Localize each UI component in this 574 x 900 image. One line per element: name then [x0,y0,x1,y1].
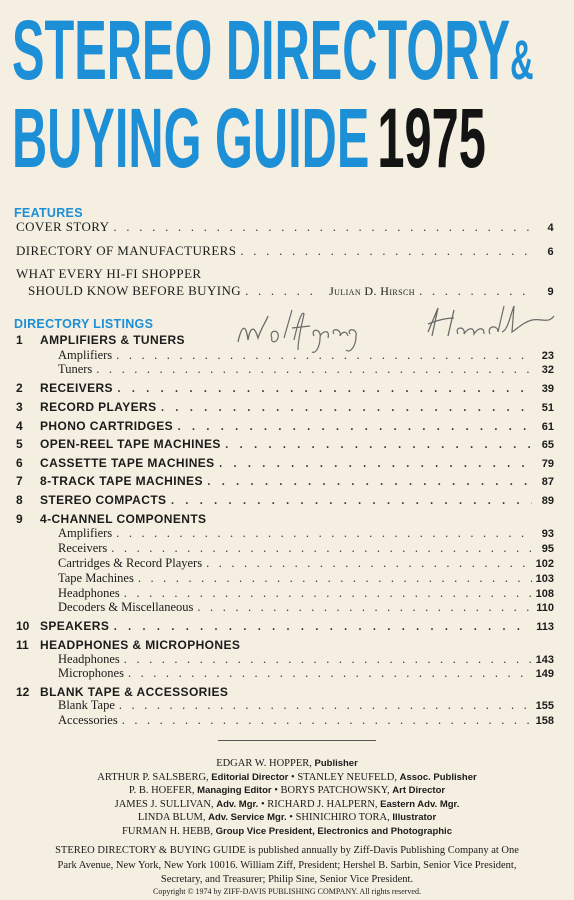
toc-page-number: 158 [535,715,554,727]
category-label: RECORD PLAYERS [40,400,157,414]
toc-page-number: 32 [541,364,554,376]
category-label: STEREO COMPACTS [40,493,167,507]
category-speakers[interactable] [16,617,554,634]
category-label: PHONO CARTRIDGES [40,419,174,433]
masthead-year: 1975 [377,91,486,185]
category-number: 8 [16,493,23,507]
category-number: 12 [16,685,30,699]
features-heading: FEATURES [14,206,83,220]
toc-page-number: 9 [547,286,554,298]
category-number: 4 [16,419,23,433]
category-receivers[interactable] [16,379,554,396]
category-label: AMPLIFIERS & TUNERS [40,333,185,347]
dot-leader [240,242,532,259]
masthead [12,2,568,192]
toc-entry-label: WHAT EVERY HI-FI SHOPPER [16,266,202,281]
toc-page-number: 149 [535,668,554,680]
dot-leader [124,586,532,601]
toc-entry-cover-story[interactable] [16,218,554,235]
credit-line-4 [16,798,558,812]
category-number: 11 [16,638,29,652]
bullet-separator: • [260,798,265,810]
copyright-notice: Copyright © 1974 by ZIFF-DAVIS PUBLISHING COMPANY. All rights reserved. [153,887,421,896]
credit-line-publisher [16,757,558,771]
staff-name: LINDA BLUM, [137,812,206,824]
toc-page-number: 113 [536,621,554,633]
credit-line-2 [16,771,558,785]
dot-leader [161,398,532,415]
subentry-4ch-tape-machines[interactable] [58,571,554,586]
subentry-amplifiers[interactable] [58,348,554,363]
subentry-label: Microphones [58,666,124,680]
category-number: 10 [16,619,30,633]
dot-leader [116,526,532,541]
staff-title: Adv. Mgr. [216,798,259,810]
credit-line-5 [16,811,558,825]
subentry-label: Cartridges & Record Players [58,556,203,570]
category-label: 4-CHANNEL COMPONENTS [40,512,207,526]
dot-leader [96,362,532,377]
toc-page-number: 155 [535,700,554,712]
bullet-separator: • [291,771,295,783]
category-label: 8-TRACK TAPE MACHINES [40,474,203,488]
dot-leader [225,435,532,452]
toc-page-number: 93 [541,528,554,540]
category-label: BLANK TAPE & ACCESSORIES [40,685,229,699]
category-number: 7 [16,474,23,488]
subentry-4ch-amplifiers[interactable] [58,526,554,541]
toc-page-number: 6 [547,246,554,258]
dot-leader [117,379,532,396]
subentry-label: Headphones [58,586,120,600]
category-cassette-tape-machines[interactable] [16,454,554,471]
notice-line: Park Avenue, New York, New York 10016. William Ziff, President; Hershel B. Sarbin, Senior Vice President, [57,859,517,871]
category-number: 5 [16,437,23,451]
category-label: OPEN-REEL TAPE MACHINES [40,437,221,451]
staff-title: Adv. Service Mgr. [208,812,287,824]
dot-leader [177,417,532,434]
staff-title: Managing Editor [197,785,272,797]
staff-name: BORYS PATCHOWSKY, [280,785,390,797]
masthead-title-2: BUYING GUIDE [12,91,370,185]
subentry-4ch-receivers[interactable] [58,541,554,556]
bullet-separator: • [274,785,278,797]
staff-title: Eastern Adv. Mgr. [380,798,460,810]
subentry-headphones[interactable] [58,652,554,667]
staff-title: Art Director [392,785,446,797]
subentry-label: Tape Machines [58,571,134,585]
toc-entry-article-title-line-1[interactable] [16,265,554,282]
category-label: CASSETTE TAPE MACHINES [40,456,215,470]
dot-leader [119,698,532,713]
article-author: Julian D. Hirsch [329,284,415,298]
toc-page-number: 4 [547,222,554,234]
toc-page-number: 108 [535,588,554,600]
staff-name: ARTHUR P. SALSBERG, [97,771,209,783]
subentry-label: Amplifiers [58,348,113,362]
toc-entry-label: SHOULD KNOW BEFORE BUYING [28,283,242,298]
credits-divider [218,740,376,741]
toc-entry-directory-of-manufacturers[interactable] [16,242,554,259]
staff-name: RICHARD J. HALPERN, [267,798,378,810]
dot-leader [219,454,532,471]
toc-page-number: 95 [541,543,554,555]
notice-line: Secretary, and Treasurer; Philip Sine, Senior Vice President. [160,874,414,886]
category-number: 2 [16,381,23,395]
toc-page-number: 65 [541,439,554,451]
dot-leader [170,491,532,508]
staff-name: SHINICHIRO TORA, [295,812,390,824]
category-amplifiers-tuners[interactable] [16,331,185,349]
category-record-players[interactable] [16,398,554,415]
category-number: 6 [16,456,23,470]
staff-title: Illustrator [392,812,437,824]
subentry-tuners[interactable] [58,362,554,377]
dot-leader [124,652,532,667]
toc-page-number: 103 [535,573,554,585]
subentry-blank-tape[interactable] [58,698,554,713]
masthead-title-1: STEREO DIRECTORY [12,3,511,97]
masthead-line-2 [12,91,486,185]
staff-title: Assoc. Publisher [399,771,477,783]
credit-line-6 [16,825,558,839]
staff-name: JAMES J. SULLIVAN, [114,798,214,810]
toc-page-number: 102 [535,558,554,570]
notice-line: STEREO DIRECTORY & BUYING GUIDE is published annually by Ziff-Davis Publishing Company at One [55,845,519,856]
dot-leader [122,713,532,728]
staff-credits [16,757,558,839]
subentry-label: Amplifiers [58,526,113,540]
subentry-label: Accessories [58,713,118,727]
dot-leader [113,218,532,235]
category-label: SPEAKERS [40,619,110,633]
subentry-label: Tuners [58,362,93,376]
toc-page-number: 39 [541,383,554,395]
staff-title: Group Vice President, Electronics and Photographic [215,825,452,837]
toc-entry-article-title-line-2[interactable] [28,282,554,299]
toc-page-number: 61 [541,421,554,433]
dot-leader [116,348,532,363]
staff-name: EDGAR W. HOPPER, [216,758,312,769]
toc-page-number: 110 [536,602,554,614]
credit-line-3 [16,784,558,798]
category-phono-cartridges[interactable] [16,417,554,434]
toc-entry-label: COVER STORY [16,219,110,234]
publication-notice [14,844,560,888]
subentry-accessories[interactable] [58,713,554,728]
dot-leader [138,571,532,586]
dot-leader [128,666,532,681]
staff-name: STANLEY NEUFELD, [297,771,397,783]
toc-page-number: 143 [535,654,554,666]
category-label: RECEIVERS [40,381,113,395]
staff-title: Editorial Director [211,771,289,783]
masthead-ampersand: & [510,28,534,91]
toc-page-number: 23 [541,350,554,362]
toc-entry-label: DIRECTORY OF MANUFACTURERS [16,243,237,258]
masthead-line-1 [12,3,534,97]
dot-leader [207,472,532,489]
subentry-4ch-cartridges-record-players[interactable] [58,556,554,571]
category-stereo-compacts[interactable] [16,491,554,508]
category-8-track-tape-machines[interactable] [16,472,554,489]
subentry-4ch-decoders-miscellaneous[interactable] [58,600,554,615]
category-number: 3 [16,400,23,414]
subentry-label: Receivers [58,541,108,555]
category-number: 9 [16,512,23,526]
subentry-4ch-headphones[interactable] [58,586,554,601]
toc-page-number: 79 [541,458,554,470]
dot-leader [113,617,532,634]
subentry-label: Headphones [58,652,120,666]
dot-leader [111,541,532,556]
subentry-microphones[interactable] [58,666,554,681]
directory-listings-heading: DIRECTORY LISTINGS [14,317,154,331]
dot-leader [197,600,532,615]
toc-page-number: 51 [541,402,554,414]
staff-name: FURMAN H. HEBB, [122,825,214,837]
staff-title: Publisher [314,758,358,769]
category-number: 1 [16,333,23,347]
dot-leader [206,556,532,571]
toc-page-number: 89 [541,495,554,507]
subentry-label: Blank Tape [58,698,115,712]
category-open-reel-tape-machines[interactable] [16,435,554,452]
dot-leader [245,282,323,299]
subentry-label: Decoders & Miscellaneous [58,600,194,614]
toc-page-number: 87 [541,476,554,488]
staff-name: P. B. HOEFER, [128,785,195,797]
dot-leader [419,282,532,299]
bullet-separator: • [289,812,293,824]
category-label: HEADPHONES & MICROPHONES [40,638,241,652]
